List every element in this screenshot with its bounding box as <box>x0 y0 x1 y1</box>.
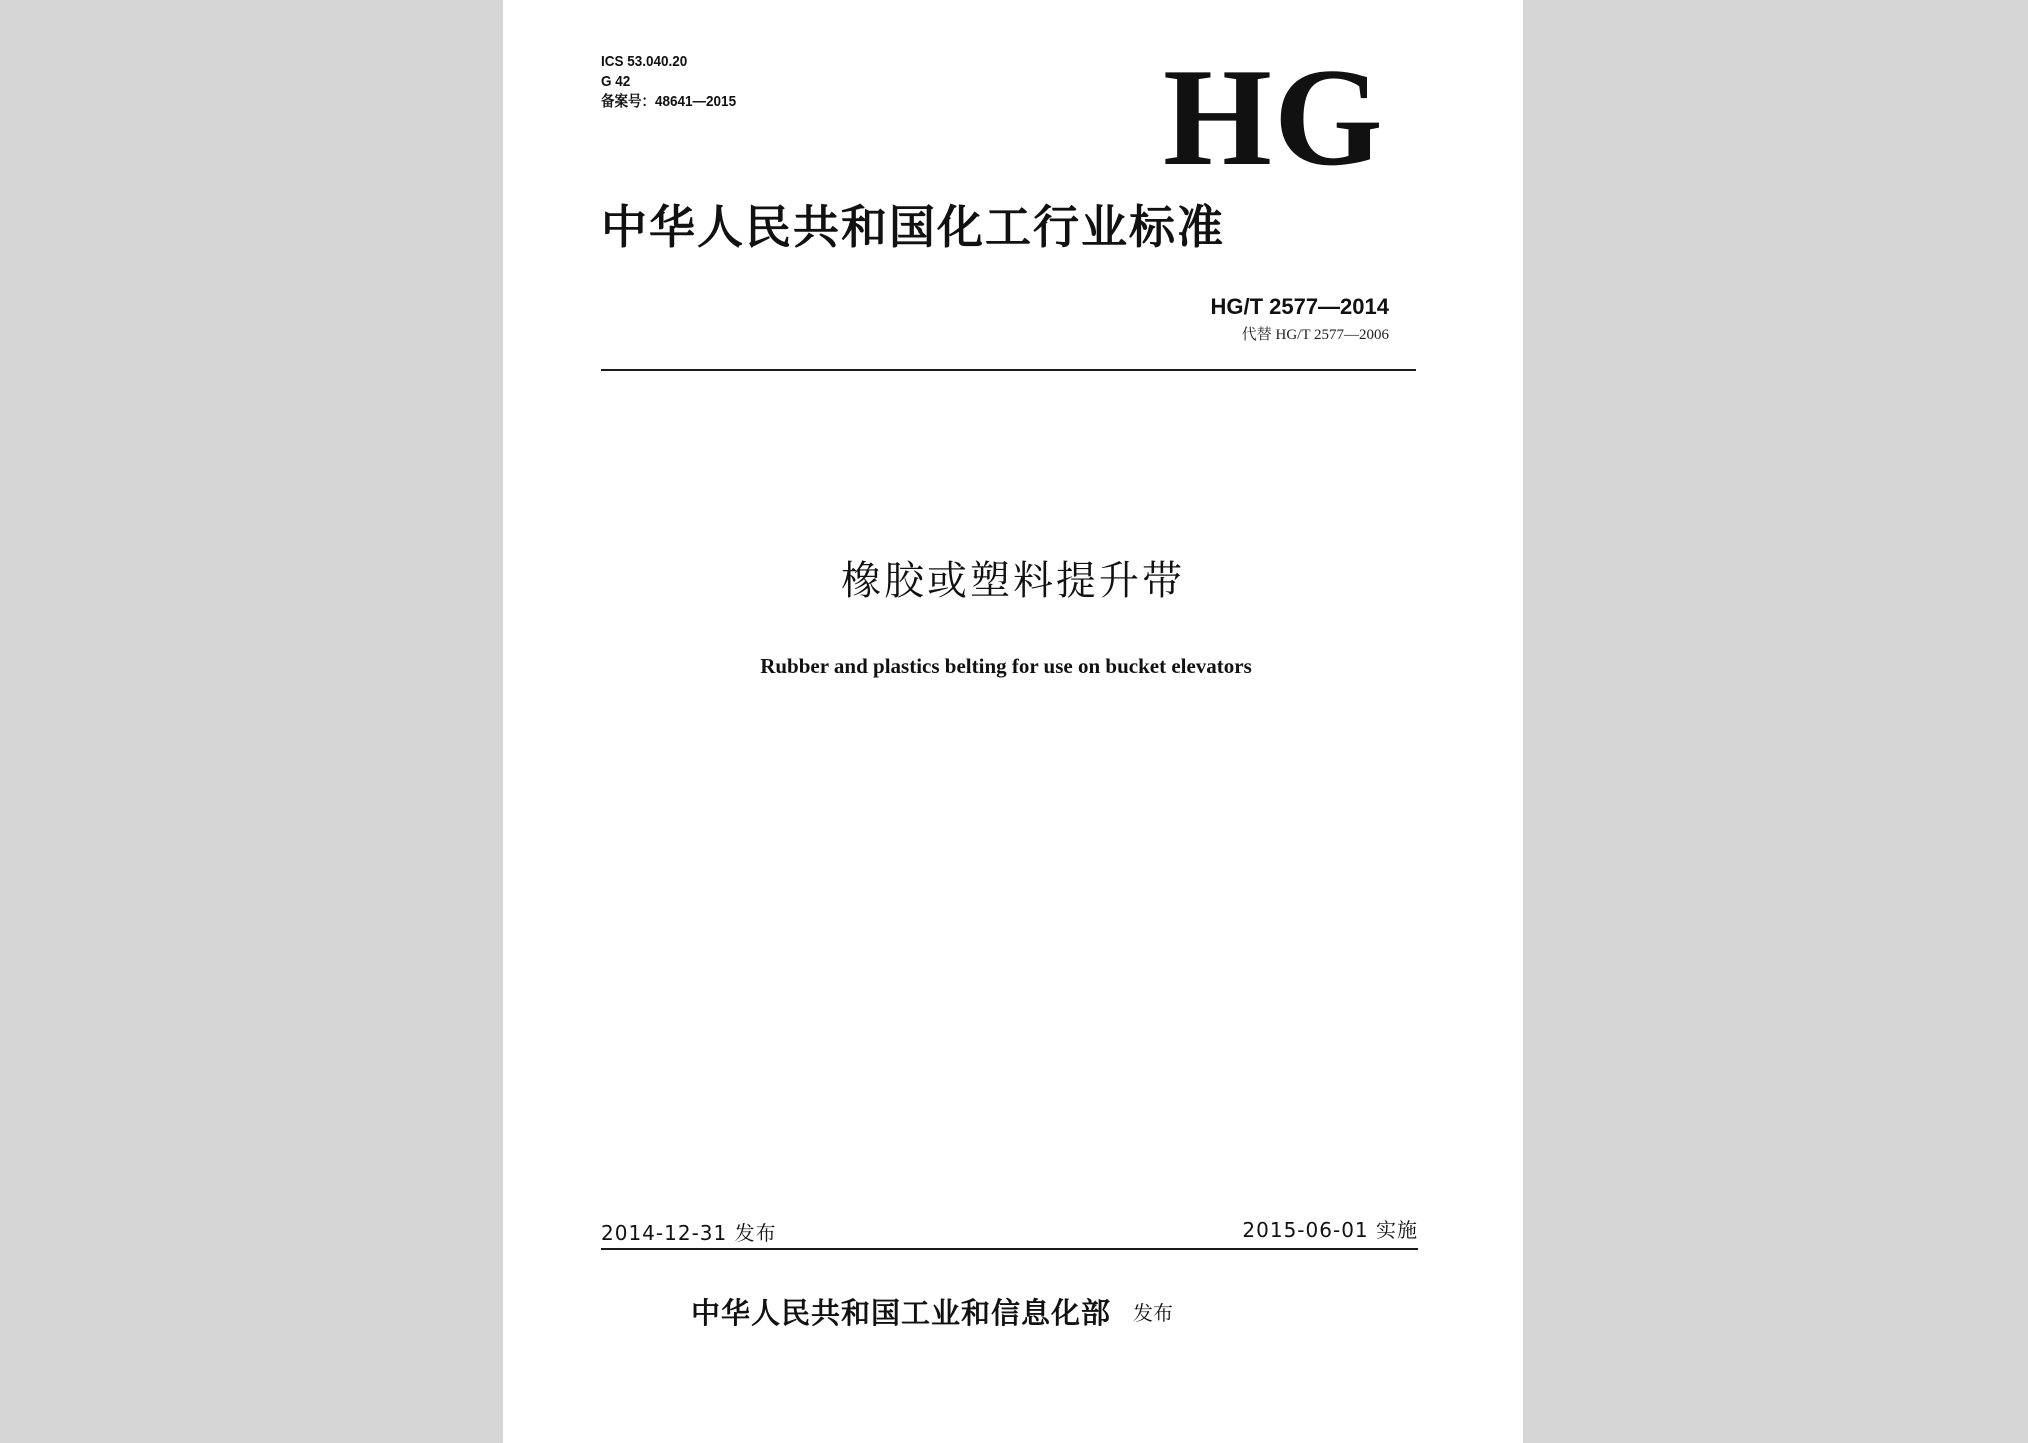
standard-number: HG/T 2577—2014 <box>1210 294 1389 319</box>
document-title-chinese: 橡胶或塑料提升带 <box>841 558 1185 604</box>
hg-logo: HG <box>1163 40 1385 195</box>
top-divider <box>601 369 1416 371</box>
document-page <box>503 0 1523 1443</box>
ics-code: ICS 53.040.20 <box>601 53 688 70</box>
publisher-issued-label: 发布 <box>1133 1301 1174 1325</box>
bottom-divider <box>601 1248 1418 1250</box>
document-title-english: Rubber and plastics belting for use on bucket elevators <box>760 654 1252 678</box>
standard-category-title: 中华人民共和国化工行业标准 <box>601 200 1225 254</box>
publisher-line <box>691 1293 1173 1333</box>
publisher-name: 中华人民共和国工业和信息化部 <box>691 1296 1112 1330</box>
replaces-standard: 代替 HG/T 2577—2006 <box>1241 327 1389 343</box>
issue-date: 2014-12-31 发布 <box>601 1221 777 1245</box>
classification-block <box>601 52 736 112</box>
record-number: 备案号：48641—2015 <box>601 93 737 110</box>
implementation-date: 2015-06-01 实施 <box>1242 1218 1418 1242</box>
ccs-code: G 42 <box>601 73 631 90</box>
